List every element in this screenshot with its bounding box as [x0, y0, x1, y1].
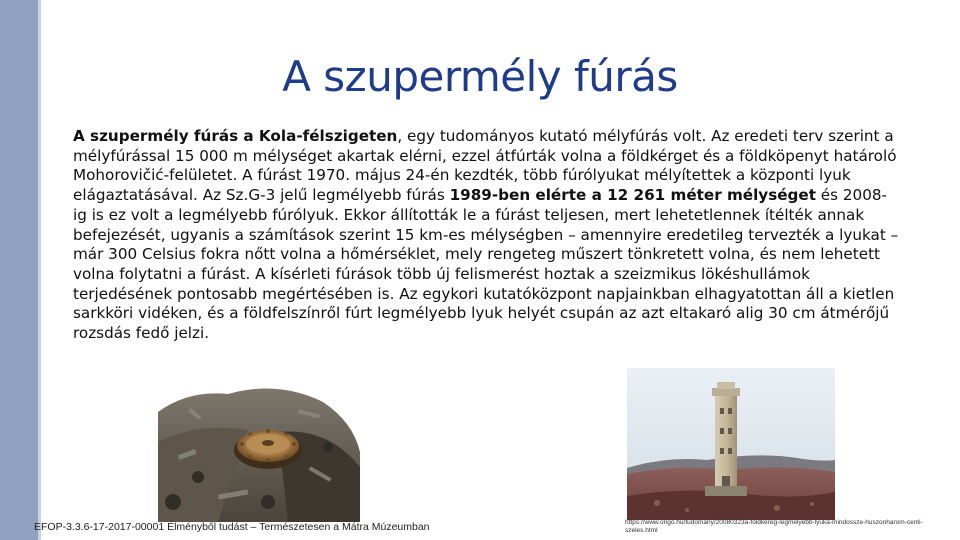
- footer-project-text: EFOP-3.3.6-17-2017-00001 Élményből tudást – Természetesen a Mátra Múzeumban: [34, 521, 430, 533]
- bold-text-depth: 1989-ben elérte a 12 261 méter mélységet: [449, 186, 816, 205]
- paragraph-text-2: és 2008-ig is ez volt a legmélyebb fúrólyuk. Ekkor állították le a fúrást teljesen, mert lehetetlennek ítélték annak befejezését, ugyanis a számítások szerint 15 km-es mélységben – amennyire eredetileg tervezték a lyukat – már 300 Celsius fokra nőtt volna a hőmérséklet, mely rengeteg műszert tönkretett volna, és nem lehetett volna folytatni a fúrást. A kísérleti fúrások több új felismerést hoztak a szeizmikus lökéshullámok terjedésének pontosabb megértésében is. Az egykori kutatóközpont napjainkban elhagyatottan áll a kietlen sarkköri vidéken, és a földfelszínről fúrt legmélyebb lyuk helyét csupán az azt eltakaró alig 30 cm átmérőjű rozsdás fedő jelzi.: [73, 186, 899, 343]
- body-paragraph: [73, 127, 899, 344]
- bold-text-kola: A szupermély fúrás a Kola-félszigeten: [73, 127, 398, 145]
- borehole-cap-photo: [158, 372, 360, 522]
- source-url[interactable]: https://www.origo.hu/tudomany/20080323a-foldkereg-legmelyebb-lyuka-mindossze-huszonharom-centi-szeles.html: [625, 519, 923, 534]
- drilling-tower-photo: [627, 368, 835, 520]
- slide-title: A szupermély fúrás: [282, 52, 678, 101]
- paragraph-text-1: , egy tudományos kutató mélyfúrás volt. Az eredeti terv szerint a mélyfúrással 15 000 m mélységet akartak elérni, ezzel átfúrták volna a földkérget és a földköpenyt határoló Mohorovičić-felületet. A fúrást 1970. május 24-én kezdték, több fúrólyukat mélyítettek a központi lyuk elágaztatásával. Az Sz.G-3 jelű legmélyebb fúrás: [73, 127, 897, 205]
